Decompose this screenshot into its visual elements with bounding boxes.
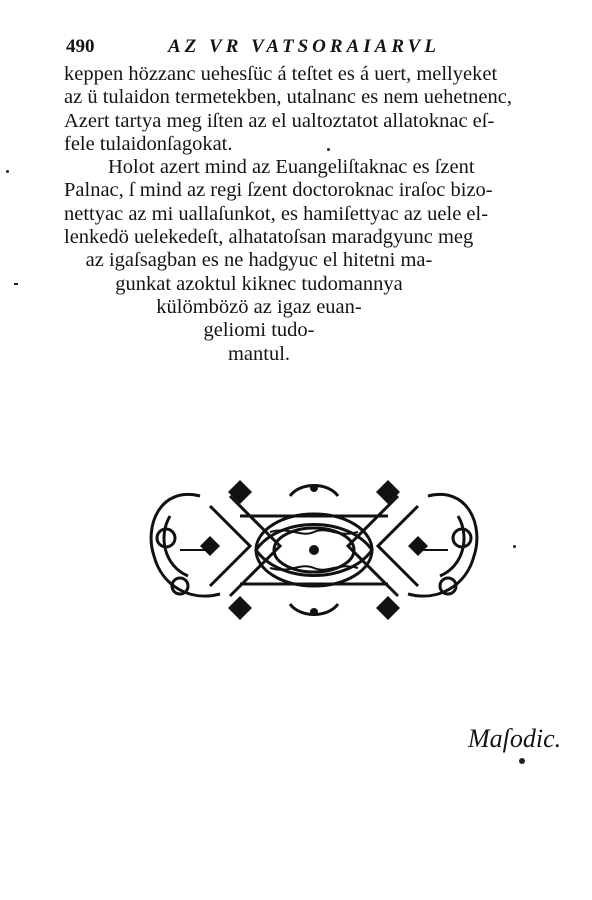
text-line: külömbözö az igaz euan- — [156, 295, 362, 318]
text-line: Palnac, ſ mind az regi ſzent doctoroknac iraſoc bizo- — [64, 179, 493, 202]
page-header — [66, 36, 536, 62]
text-line: az igaſsagban es ne hadgyuc el hitetni ma- — [85, 249, 433, 272]
body-text — [64, 63, 564, 366]
ink-speck — [519, 758, 525, 764]
text-line: az ü tulaidon termetekben, utalnanc es nem uehetnenc, — [64, 86, 512, 109]
text-line: lenkedö uelekedeſt, alhatatoſsan maradgyunc meg — [64, 226, 474, 249]
text-line: mantul. — [227, 342, 291, 365]
ink-speck — [14, 283, 18, 285]
ink-speck — [327, 148, 330, 151]
text-line: fele tulaidonſagokat. — [64, 132, 233, 155]
text-line: gunkat azoktul kiknec tudomannya — [115, 272, 403, 295]
ink-speck — [6, 170, 9, 173]
text-line: Holot azert mind az Euangeliſtaknac es ſzent — [108, 156, 475, 179]
knotwork-ornament — [140, 476, 488, 624]
running-head: AZ VR VATSORAIARVL — [168, 36, 440, 57]
page-number: 490 — [66, 36, 95, 57]
text-line: keppen hözzanc uehesſüc á teſtet es á uert, mellyeket — [64, 63, 498, 85]
ink-speck — [513, 545, 516, 548]
text-line: geliomi tudo- — [203, 319, 315, 342]
text-line: Azert tartya meg iſten az el ualtoztatot allatoknac eſ- — [64, 109, 495, 132]
text-line: nettyac az mi uallaſunkot, es hamiſettyac az uele el- — [64, 202, 489, 225]
catchword: Maſodic. — [468, 724, 562, 753]
